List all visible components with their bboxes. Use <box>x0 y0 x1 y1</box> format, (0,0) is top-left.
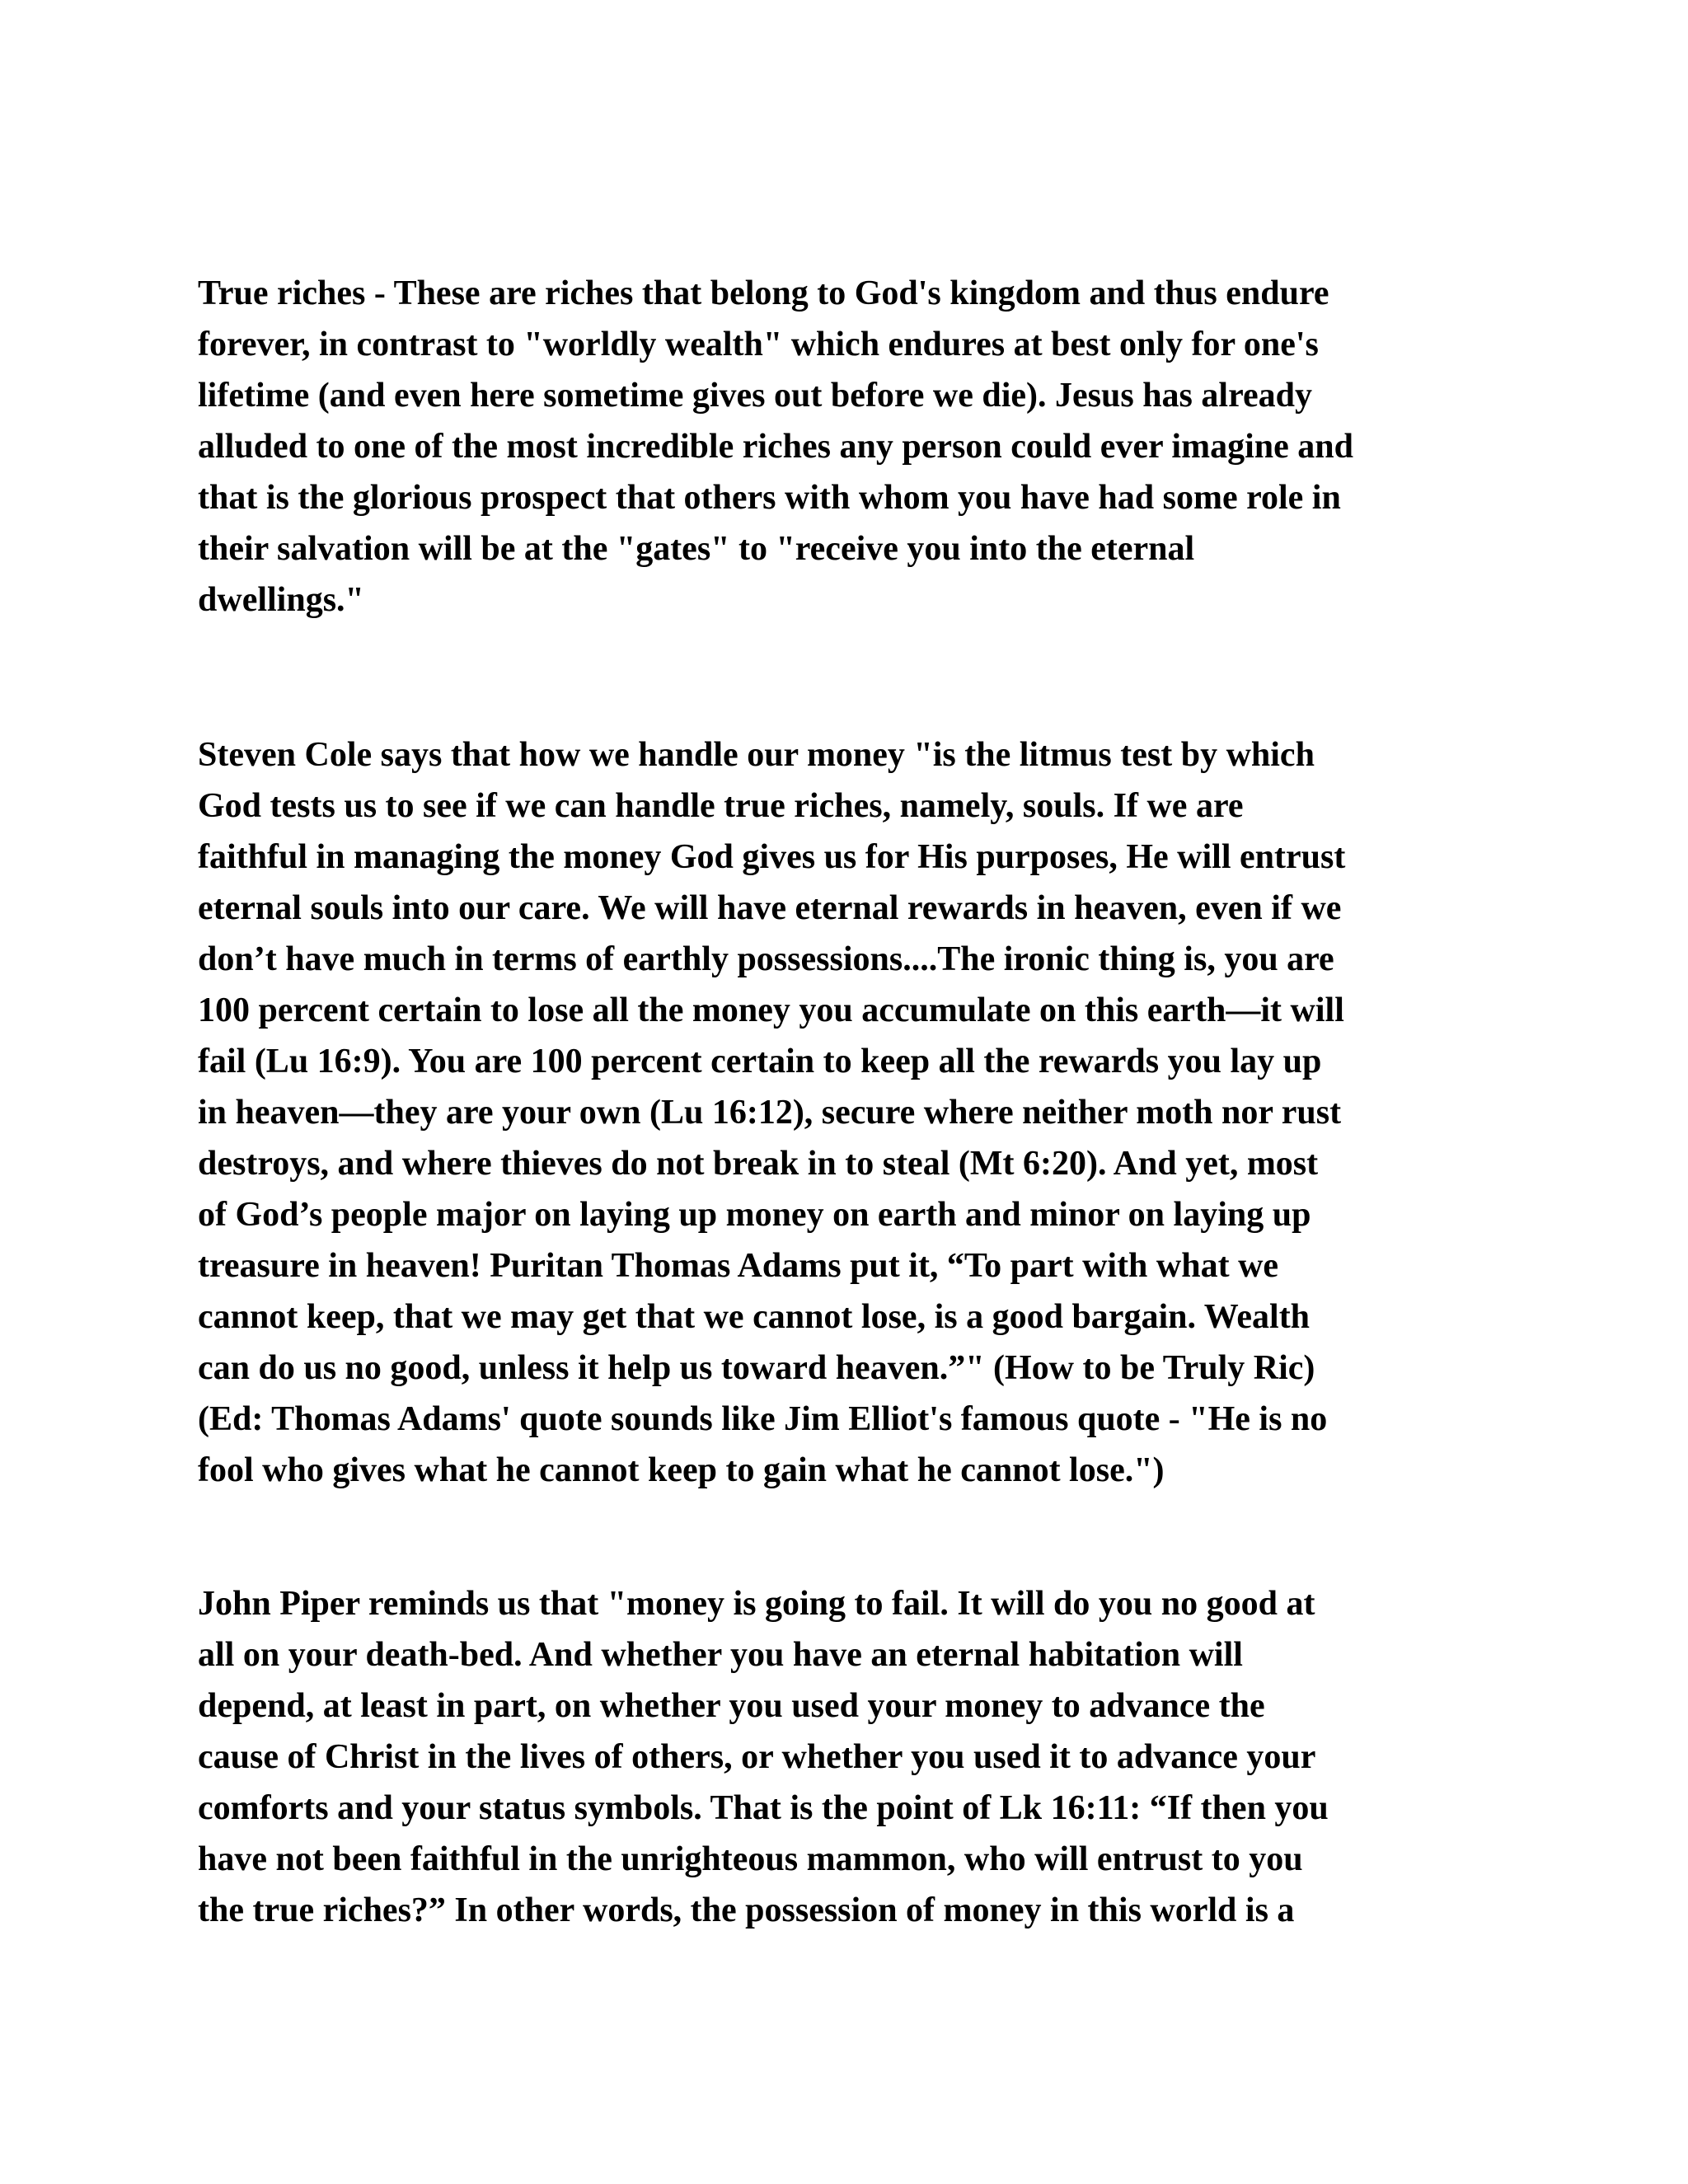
text-line: cannot keep, that we may get that we cannot lose, is a good bargain. Wealth <box>198 1298 1311 1336</box>
text-line: forever, in contrast to "worldly wealth" which endures at best only for one's <box>198 326 1319 363</box>
paragraph-john-piper <box>198 1578 1484 1936</box>
text-line: 100 percent certain to lose all the money you accumulate on this earth—it will <box>198 991 1344 1029</box>
text-line: faithful in managing the money God gives us for His purposes, He will entrust <box>198 838 1346 876</box>
text-line: their salvation will be at the "gates" to "receive you into the eternal <box>198 530 1195 568</box>
text-line: John Piper reminds us that "money is going to fail. It will do you no good at <box>198 1585 1315 1623</box>
text-line: (Ed: Thomas Adams' quote sounds like Jim Elliot's famous quote - "He is no <box>198 1400 1328 1438</box>
text-line: lifetime (and even here sometime gives out before we die). Jesus has already <box>198 377 1312 415</box>
text-line: don’t have much in terms of earthly possessions....The ironic thing is, you are <box>198 940 1334 978</box>
text-line: in heaven—they are your own (Lu 16:12), secure where neither moth nor rust <box>198 1094 1342 1132</box>
text-line: treasure in heaven! Puritan Thomas Adams put it, “To part with what we <box>198 1247 1279 1285</box>
text-line: depend, at least in part, on whether you used your money to advance the <box>198 1687 1265 1725</box>
text-line: Steven Cole says that how we handle our money "is the litmus test by which <box>198 736 1315 774</box>
text-line: that is the glorious prospect that others with whom you have had some role in <box>198 479 1341 517</box>
text-line: fool who gives what he cannot keep to gain what he cannot lose.") <box>198 1451 1165 1489</box>
text-line: the true riches?” In other words, the possession of money in this world is a <box>198 1891 1295 1929</box>
paragraph-steven-cole <box>198 729 1484 1496</box>
paragraph-true-riches <box>198 268 1484 626</box>
text-line: destroys, and where thieves do not break in to steal (Mt 6:20). And yet, most <box>198 1145 1319 1183</box>
text-line: all on your death-bed. And whether you have an eternal habitation will <box>198 1636 1243 1674</box>
text-line: fail (Lu 16:9). You are 100 percent certain to keep all the rewards you lay up <box>198 1043 1322 1080</box>
text-line: God tests us to see if we can handle true riches, namely, souls. If we are <box>198 787 1244 825</box>
text-line: can do us no good, unless it help us toward heaven.”" (How to be Truly Ric) <box>198 1349 1315 1387</box>
text-line: dwellings." <box>198 581 364 619</box>
text-line: cause of Christ in the lives of others, or whether you used it to advance your <box>198 1738 1316 1776</box>
text-line: comforts and your status symbols. That is the point of Lk 16:11: “If then you <box>198 1789 1329 1827</box>
text-line: have not been faithful in the unrighteous mammon, who will entrust to you <box>198 1840 1303 1878</box>
text-line: eternal souls into our care. We will have eternal rewards in heaven, even if we <box>198 889 1342 927</box>
text-line: alluded to one of the most incredible riches any person could ever imagine and <box>198 428 1353 466</box>
text-line: True riches - These are riches that belong to God's kingdom and thus endure <box>198 274 1329 312</box>
text-line: of God’s people major on laying up money on earth and minor on laying up <box>198 1196 1311 1234</box>
